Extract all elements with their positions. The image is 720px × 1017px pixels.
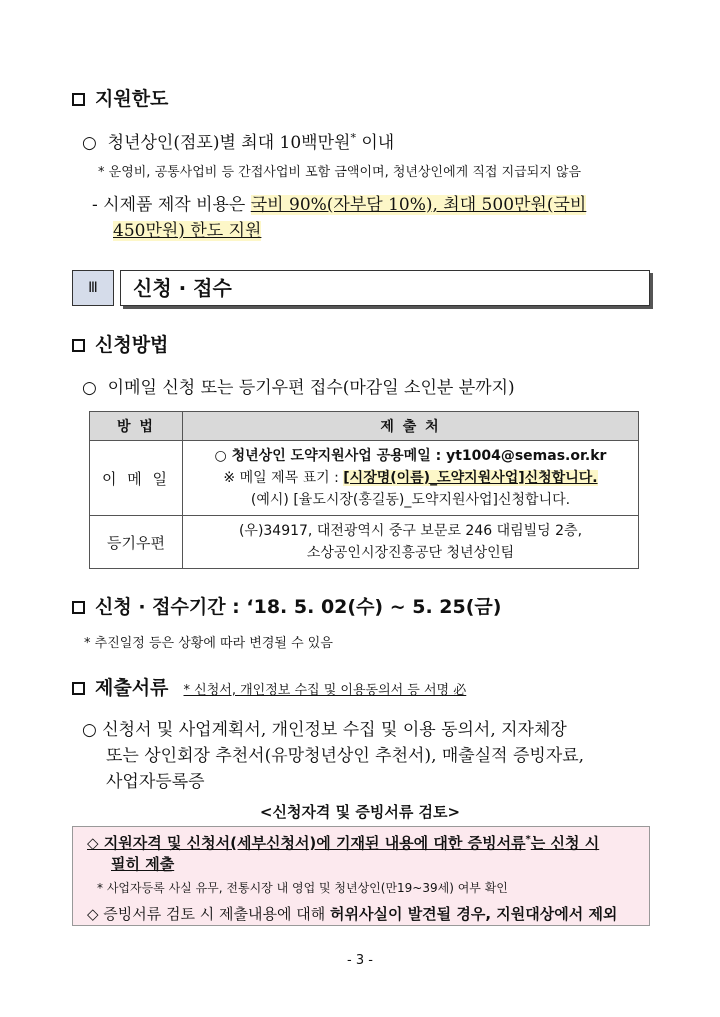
table-header-destination: 제 출 처 [183, 412, 639, 441]
section-title: 신청 · 접수 [120, 270, 650, 306]
method-table [89, 411, 639, 569]
period-heading: 신청 · 접수기간 : ‘18. 5. 02(수) ~ 5. 25(금) [72, 592, 501, 619]
email-example-line: (예시) [율도시장(홍길동)_도약지원사업]신청합니다. [250, 492, 571, 508]
square-bullet-icon [72, 682, 85, 695]
section-3-header [72, 270, 650, 306]
email-address-line: ○ 청년상인 도약지원사업 공용메일 : yt1004@semas.or.kr [214, 448, 607, 464]
email-label: 이 메 일 [90, 441, 183, 516]
review-note: * 사업자등록 사실 유무, 전통시장 내 영업 및 청년상인(만19~39세) 여부 확인 [97, 881, 508, 895]
method-bullet: ○ 이메일 신청 또는 등기우편 접수(마감일 소인분 분까지) [82, 378, 515, 398]
review-item1-line2: 필히 제출 [111, 855, 175, 873]
circle-bullet-icon: ○ [82, 133, 97, 153]
review-item1-line1: ◇ 지원자격 및 신청서(세부신청서)에 기재된 내용에 대한 증빙서류*는 신청 시 [87, 834, 600, 852]
square-bullet-icon [72, 601, 85, 614]
docs-heading: 제출서류 * 신청서, 개인정보 수집 및 이용동의서 등 서명 必 [72, 673, 466, 700]
limit-bullet: ○ 청년상인(점포)별 최대 10백만원* 이내 [82, 131, 395, 153]
review-caption: <신청자격 및 증빙서류 검토> [259, 803, 461, 821]
period-note: * 추진일정 등은 상황에 따라 변경될 수 있음 [84, 636, 333, 651]
limit-dash-line: - 시제품 제작 비용은 국비 90%(자부담 10%), 최대 500만원(국비 [92, 195, 587, 215]
table-header-method: 방 법 [90, 412, 183, 441]
docs-line1: ○ 신청서 및 사업계획서, 개인정보 수집 및 이용 동의서, 지자체장 [82, 720, 567, 740]
limit-highlight: 국비 90%(자부담 10%), 최대 500만원(국비 [250, 195, 587, 215]
post-address-line2: 소상공인시장진흥공단 청년상인팀 [306, 545, 515, 561]
review-box [72, 826, 650, 926]
docs-heading-note: * 신청서, 개인정보 수집 및 이용동의서 등 서명 必 [183, 683, 467, 698]
circle-bullet-icon: ○ [82, 378, 97, 398]
email-details [183, 441, 639, 516]
limit-note: * 운영비, 공통사업비 등 간접사업비 포함 금액이며, 청년상인에게 직접 지급되지 않음 [98, 165, 582, 180]
limit-dash-line2: 450만원) 한도 지원 [113, 221, 262, 241]
post-address-line1: (우)34917, 대전광역시 중구 보문로 246 대림빌딩 2층, [238, 523, 583, 539]
post-details [183, 516, 639, 569]
table-row-post [90, 516, 639, 569]
page-number: - 3 - [347, 953, 373, 968]
square-bullet-icon [72, 339, 85, 352]
docs-line3: 사업자등록증 [106, 772, 205, 792]
review-item2: ◇ 증빙서류 검토 시 제출내용에 대해 허위사실이 발견될 경우, 지원대상에서 제외 [87, 905, 618, 923]
square-bullet-icon [72, 93, 85, 106]
limit-heading: 지원한도 [72, 84, 168, 111]
table-header-row [90, 412, 639, 441]
docs-line2: 또는 상인회장 추천서(유망청년상인 추천서), 매출실적 증빙자료, [106, 746, 585, 766]
post-label: 등기우편 [90, 516, 183, 569]
section-number: Ⅲ [72, 270, 114, 306]
email-subject-line: ※ 메일 제목 표기 : [시장명(이름)_도약지원사업]신청합니다. [223, 470, 598, 486]
method-heading: 신청방법 [72, 330, 168, 357]
table-row-email [90, 441, 639, 516]
